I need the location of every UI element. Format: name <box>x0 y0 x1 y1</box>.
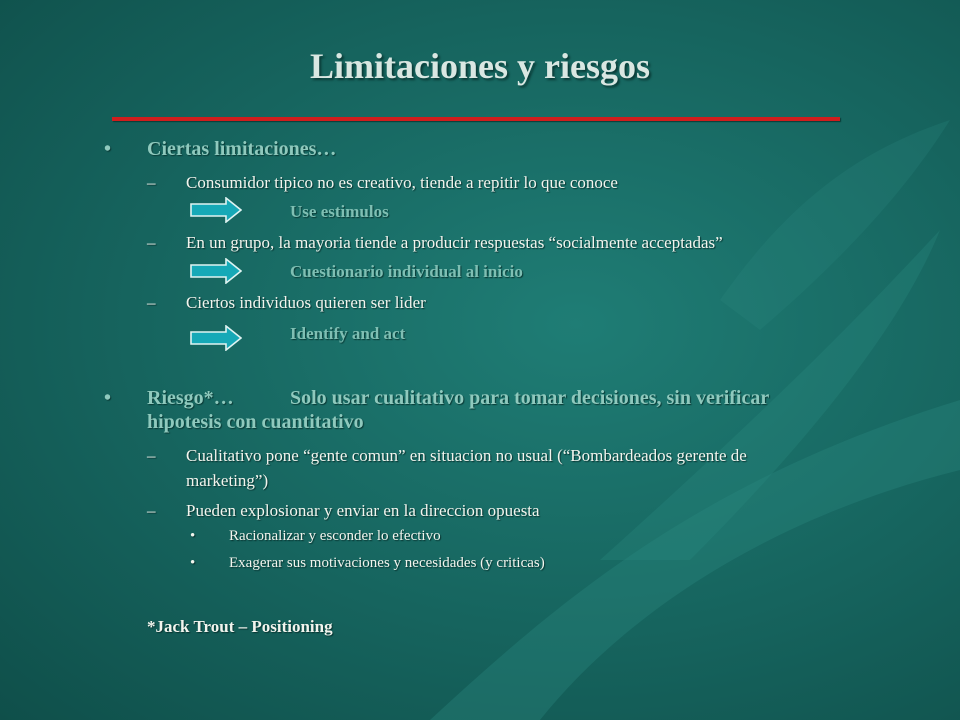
item-dash: – <box>147 173 156 192</box>
limitation-3-action: Identify and act <box>290 324 406 343</box>
limitation-1-text: Consumidor tipico no es creativo, tiende a repitir lo que conoce <box>186 173 618 192</box>
risk-1-text-line2: marketing”) <box>186 471 269 490</box>
arrow-right-icon <box>190 197 242 223</box>
item-dash: – <box>147 293 156 312</box>
risk-1-text: Cualitativo pone “gente comun” en situacion no usual (“Bombardeados gerente de <box>186 446 747 465</box>
limitation-3-text: Ciertos individuos quieren ser lider <box>186 293 426 312</box>
section2-heading-line2: hipotesis con cuantitativo <box>147 411 364 433</box>
section2-label: Riesgo*… <box>147 387 234 409</box>
item-dash: – <box>147 446 156 465</box>
section1-heading: Ciertas limitaciones… <box>147 138 337 160</box>
limitation-2-text: En un grupo, la mayoria tiende a producir respuestas “socialmente acceptadas” <box>186 233 723 252</box>
subitem-bullet: • <box>190 528 196 544</box>
subitem-bullet: • <box>190 555 196 571</box>
section1-bullet: • <box>104 138 112 160</box>
risk-subitem-1: Racionalizar y esconder lo efectivo <box>229 528 441 544</box>
title-underline <box>112 117 840 121</box>
arrow-right-icon <box>190 325 242 351</box>
risk-2-text: Pueden explosionar y enviar en la direccion opuesta <box>186 501 540 520</box>
arrow-right-icon <box>190 258 242 284</box>
item-dash: – <box>147 501 156 520</box>
risk-subitem-2: Exagerar sus motivaciones y necesidades (y criticas) <box>229 555 545 571</box>
slide-title: Limitaciones y riesgos <box>310 46 650 86</box>
limitation-2-action: Cuestionario individual al inicio <box>290 262 523 281</box>
item-dash: – <box>147 233 156 252</box>
limitation-1-action: Use estimulos <box>290 202 389 221</box>
footnote: *Jack Trout – Positioning <box>147 617 333 636</box>
section2-heading: Solo usar cualitativo para tomar decisiones, sin verificar <box>290 387 770 409</box>
section2-bullet: • <box>104 387 112 409</box>
